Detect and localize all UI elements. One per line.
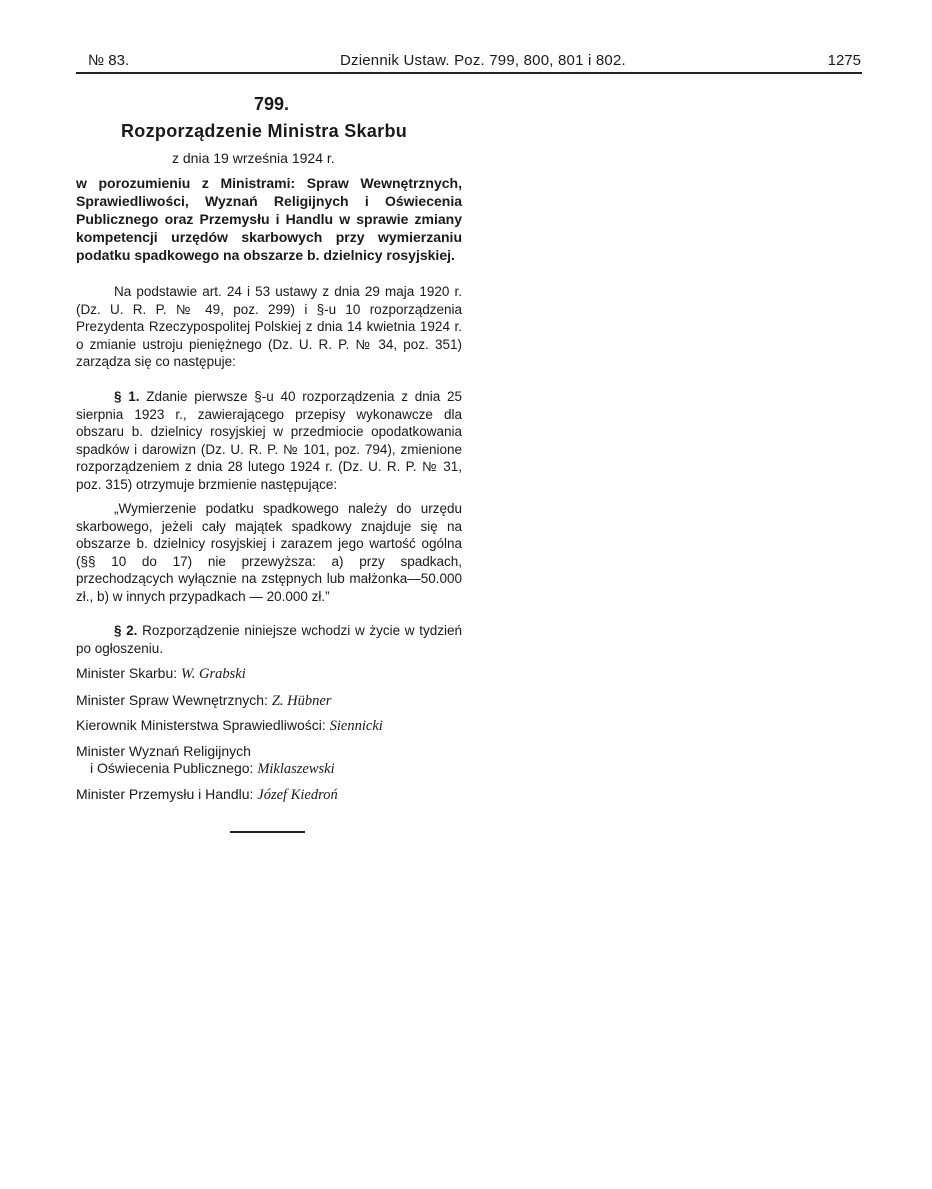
signatory-role: Minister Przemysłu i Handlu: [76,786,254,802]
header-divider [76,72,862,74]
section-1-mark: § 1. [114,389,140,404]
signatory-role-continued: i Oświecenia Publicznego: [90,760,254,776]
signature-line [76,786,338,804]
signature-line [76,692,331,710]
signatory-name: Siennicki [329,718,383,734]
signatory-role: Kierownik Ministerstwa Sprawiedliwości: [76,717,326,733]
section-2-text: Rozporządzenie niniejsze wchodzi w życie w tydzień po ogłoszeniu. [76,623,462,656]
signatory-role: Minister Wyznań Religijnych [76,743,251,759]
signatory-role: Minister Spraw Wewnętrznych: [76,692,268,708]
issue-number: № 83. [88,52,130,69]
signatory-name: W. Grabski [181,666,246,682]
signatory-role: Minister Skarbu: [76,665,178,681]
document-subject: w porozumieniu z Ministrami: Spraw Wewnętrznych, Sprawiedliwości, Wyznań Religijnych i Oświecenia Publicznego oraz Przemysłu i Handlu w sprawie zmiany kompetencji urzędów skarbowych przy wymierzaniu podatku spadkowego na obszarze b. dzielnicy rosyjskiej. [76,175,462,263]
preamble-paragraph: Na podstawie art. 24 i 53 ustawy z dnia 29 maja 1920 r. (Dz. U. R. P. № 49, poz. 299) i §-u 10 rozporządzenia Prezydenta Rzeczypospolitej Polskiej z dnia 14 kwietnia 1924 r. o zmianie ustroju pieniężnego (Dz. U. R. P. № 34, poz. 351) zarządza się co następuje: [76,284,462,369]
signatory-name: Miklaszewski [257,761,335,777]
signature-line [76,717,383,735]
signatory-name: Z. Hübner [271,693,332,709]
end-divider [230,831,305,833]
section-1 [76,388,462,493]
signatory-name: Józef Kiedroń [257,787,338,803]
signature-line [90,760,335,778]
journal-reference: Dziennik Ustaw. Poz. 799, 800, 801 i 802. [340,52,626,69]
section-2-mark: § 2. [114,623,138,638]
section-1-text: Zdanie pierwsze §-u 40 rozporządzenia z dnia 25 sierpnia 1923 r., zawierającego przepisy wykonawcze dla obszaru b. dzielnicy rosyjskiej w przedmiocie opodatkowania spadków i darowizn (Dz. U. R. P. № 101, poz. 794), zmienione rozporządzeniem z dnia 28 lutego 1924 r. (Dz. U. R. P. № 31, poz. 315) otrzymuje brzmienie następujące: [76,389,462,492]
signature-line [76,665,246,683]
page-number: 1275 [827,52,861,69]
document-number: 799. [254,94,290,114]
document-title: Rozporządzenie Ministra Skarbu [121,121,408,141]
section-2 [76,622,462,657]
document-date: z dnia 19 września 1924 r. [172,150,335,166]
signature-line [76,743,251,759]
section-1-quote: „Wymierzenie podatku spadkowego należy do urzędu skarbowego, jeżeli cały majątek spadkowy znajduje się na obszarze b. dzielnicy rosyjskiej i zarazem jego wartość ogólna (§§ 10 do 17) nie przewyższa: a) przy spadkach, przechodzących wyłącznie na zstępnych lub małżonka—50.000 zł., b) w innych przypadkach — 20.000 zł.” [76,501,462,604]
